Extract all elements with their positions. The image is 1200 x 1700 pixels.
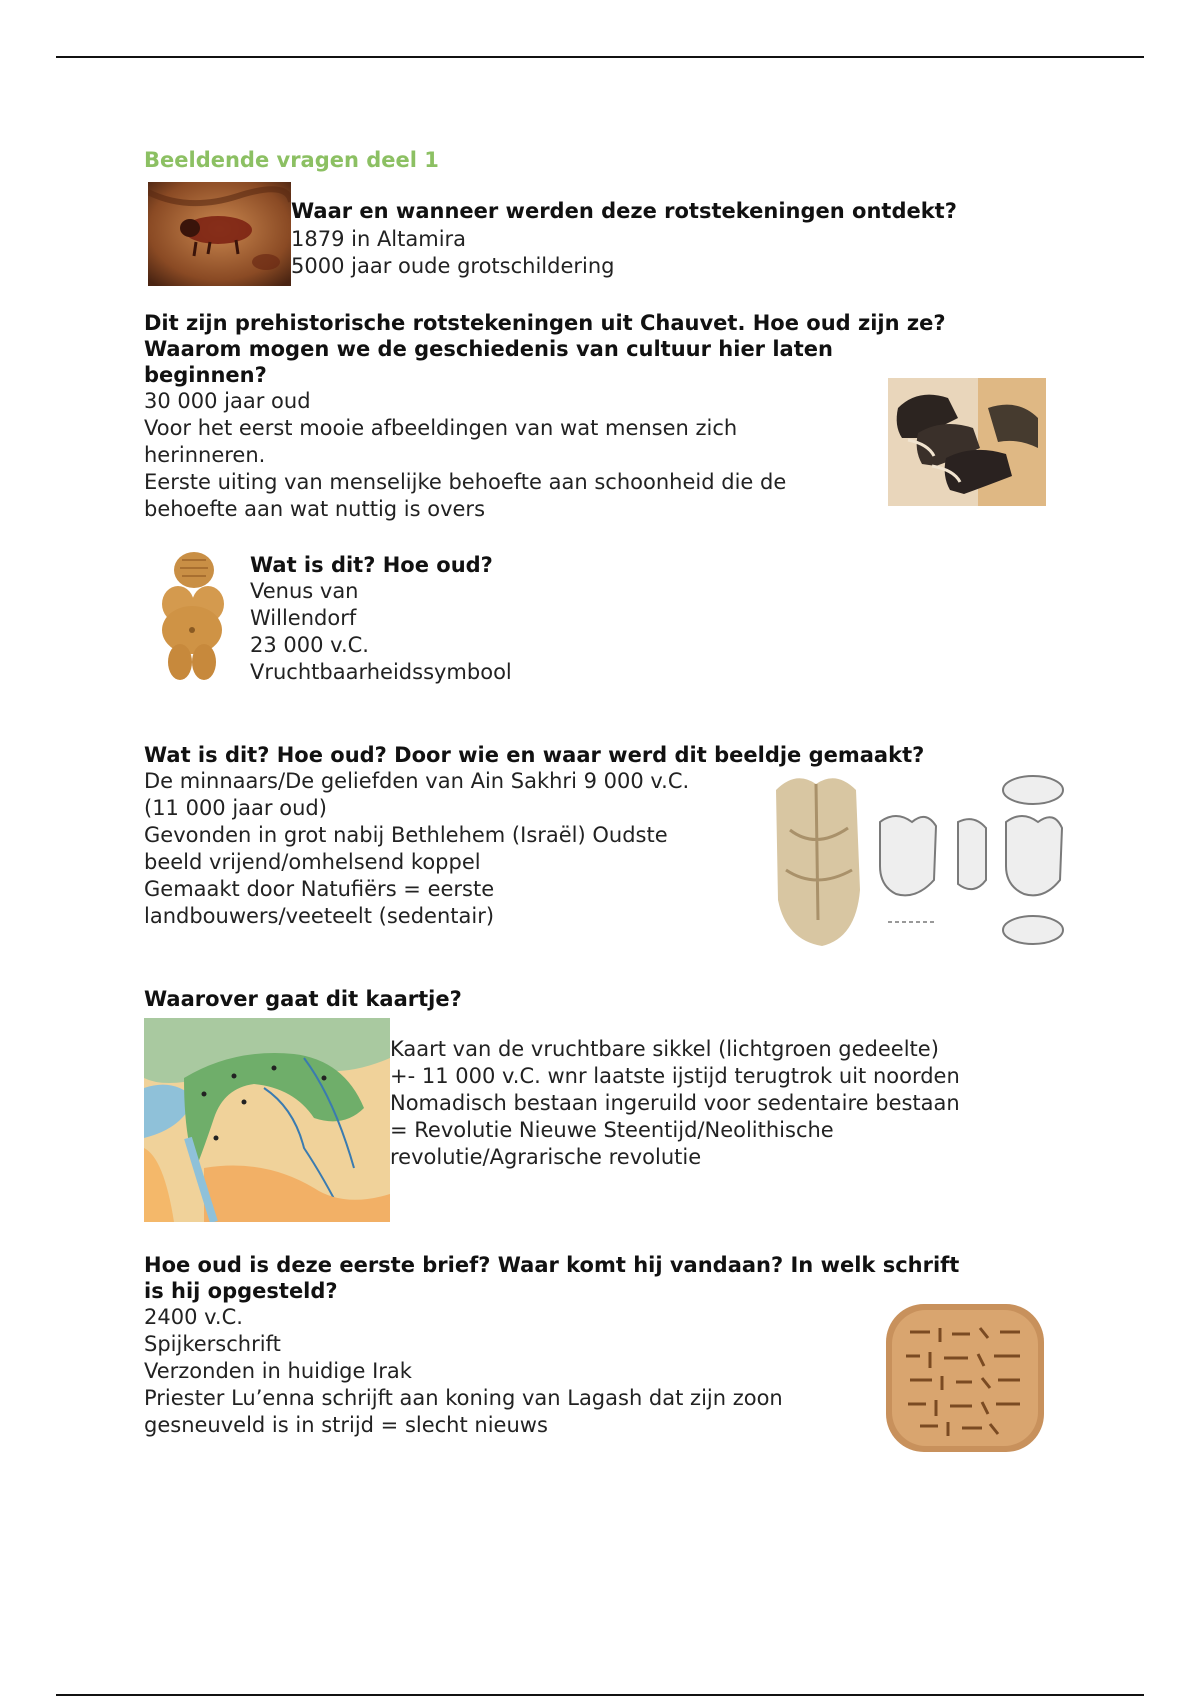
question-chauvet: Dit zijn prehistorische rotstekeningen uit Chauvet. Hoe oud zijn ze? Waarom mogen we de geschiedenis van cultuur hier laten beginnen?	[144, 311, 946, 387]
question-map: Waarover gaat dit kaartje?	[144, 987, 462, 1011]
lovers-sculpture-icon	[756, 770, 1072, 950]
answer-venus: Venus van Willendorf 23 000 v.C. Vruchtbaarheidssymbool	[250, 579, 512, 684]
cuneiform-tablet-icon	[880, 1298, 1050, 1458]
cave-painting-horses-icon	[888, 378, 1046, 506]
answer-ain-sakhri: De minnaars/De geliefden van Ain Sakhri 9 000 v.C. (11 000 jaar oud) Gevonden in grot nabij Bethlehem (Israël) Oudste beeld vrijend/omhelsend koppel Gemaakt door Natufiërs = eerste landbouwers/veeteelt (sedentair)	[144, 769, 690, 928]
answer-altamira: 1879 in Altamira 5000 jaar oude grotschildering	[291, 227, 615, 278]
page-title: Beeldende vragen deel 1	[144, 148, 439, 172]
question-cuneiform: Hoe oud is deze eerste brief? Waar komt hij vandaan? In welk schrift is hij opgesteld?	[144, 1253, 960, 1303]
answer-map: Kaart van de vruchtbare sikkel (lichtgroen gedeelte) +- 11 000 v.C. wnr laatste ijstijd terugtrok uit noorden Nomadisch bestaan ingeruild voor sedentaire bestaan = Revolutie Nieuwe Steentijd/Neolithische revolutie/Agrarische revolutie	[390, 1037, 960, 1169]
top-rule	[56, 56, 1144, 58]
bottom-rule	[56, 1694, 1144, 1696]
fertile-crescent-map-icon	[144, 1018, 390, 1222]
venus-figurine-icon	[144, 548, 240, 688]
answer-cuneiform: 2400 v.C. Spijkerschrift Verzonden in huidige Irak Priester Lu’enna schrijft aan koning van Lagash dat zijn zoon gesneuveld is in strijd = slecht nieuws	[144, 1305, 783, 1437]
question-altamira: Waar en wanneer werden deze rotstekeningen ontdekt?	[291, 199, 957, 223]
question-venus: Wat is dit? Hoe oud?	[250, 553, 493, 577]
question-ain-sakhri: Wat is dit? Hoe oud? Door wie en waar werd dit beeldje gemaakt?	[144, 743, 925, 767]
cave-painting-bison-icon	[148, 182, 291, 286]
answer-chauvet: 30 000 jaar oud Voor het eerst mooie afbeeldingen van wat mensen zich herinneren. Eerste uiting van menselijke behoefte aan schoonheid die de behoefte aan wat nuttig is overs	[144, 389, 787, 521]
